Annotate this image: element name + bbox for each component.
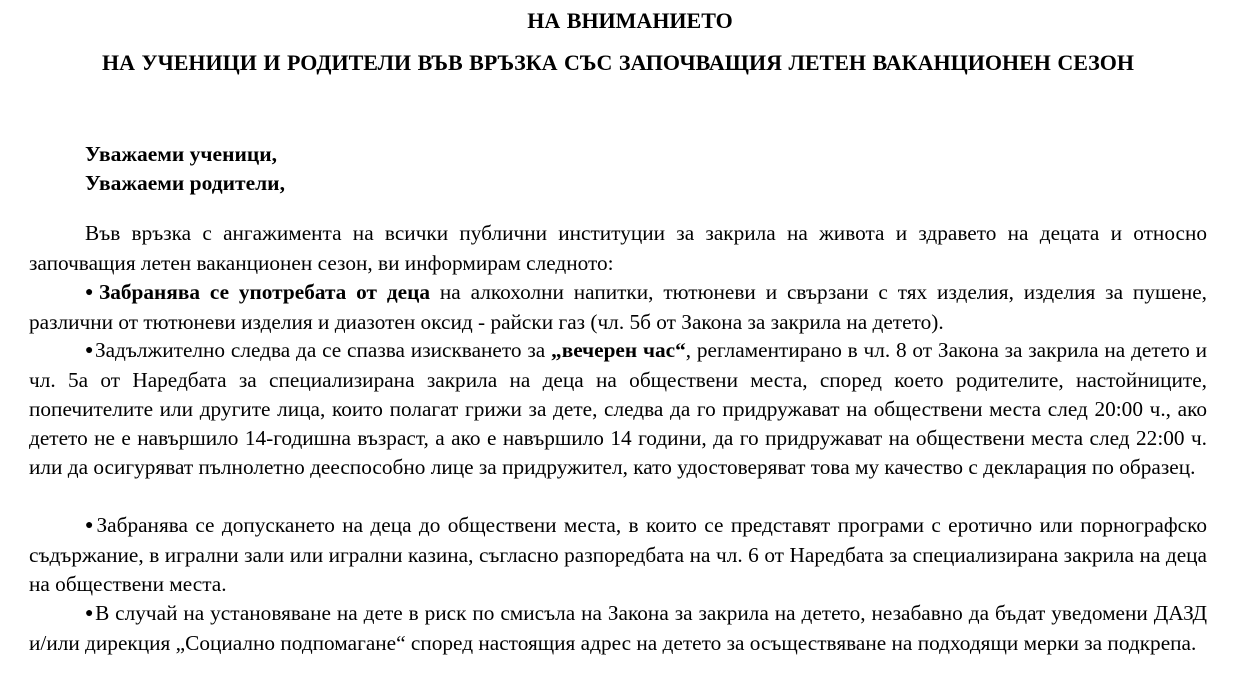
bullet-curfew xyxy=(29,336,1207,482)
bullet-alcohol-tobacco xyxy=(29,278,1207,336)
bullet-child-at-risk xyxy=(29,599,1207,657)
bullet-icon: ● xyxy=(85,285,99,301)
bullet-icon: ● xyxy=(85,518,96,534)
bullet-emphasis: „вечерен час“ xyxy=(551,338,686,363)
bullet-text: Забранява се допускането на деца до обществени места, в които се представят програми с еротично или порнографско съдържание, в игрални зали или игрални казина, съгласно разпоредбата на чл. 6 от Наредбата за специализирана закрила на деца на обществени места. xyxy=(29,513,1207,596)
document-subtitle: НА УЧЕНИЦИ И РОДИТЕЛИ ВЪВ ВРЪЗКА СЪС ЗАПОЧВАЩИЯ ЛЕТЕН ВАКАНЦИОНЕН СЕЗОН xyxy=(101,50,1135,75)
bullet-text-after: , регламентирано в чл. 8 от Закона за закрила на детето и чл. 5а от Наредбата за специализирана закрила на деца на обществени места, според което родителите, настойниците, попечителите или другите лица, които полагат грижи за дете, следва да го придружават на обществени места след 20:00 ч., ако детето не е навършило 14-годишна възраст, а ако е навършило 14 години, да го придружават на обществени места след 22:00 ч. или да осигуряват пълнолетно дееспособно лице за придружител, като удостоверяват това му качество с декларация по образец. xyxy=(29,338,1207,480)
bullet-text-before: Задължително следва да се спазва изискването за xyxy=(94,338,552,363)
document-title: НА ВНИМАНИЕТО xyxy=(527,8,733,33)
bullet-lead-bold: Забранява се употребата от деца xyxy=(99,280,431,305)
bullet-restricted-venues xyxy=(29,511,1207,599)
salutation-students: Уважаеми ученици, xyxy=(85,142,278,166)
intro-paragraph: Във връзка с ангажимента на всички публични институции за закрила на живота и здравето на децата и относно започващия летен ваканционен сезон, ви информирам следното: xyxy=(29,221,1207,275)
bullet-icon: ● xyxy=(85,343,94,359)
bullet-text: В случай на установяване на дете в риск по смисъла на Закона за закрила на детето, незабавно да бъдат уведомени ДАЗД и/или дирекция „Социално подпомагане“ според настоящия адрес на детето за осъществяване на подходящи мерки за подкрепа. xyxy=(29,601,1207,655)
bullet-text: на алкохолни напитки, тютюневи и свързани с тях изделия, изделия за пушене, различни от тютюневи изделия и диазотен оксид - райски газ (чл. 5б от Закона за закрила на детето). xyxy=(29,280,1207,334)
bullet-icon: ● xyxy=(85,606,95,622)
salutation-parents: Уважаеми родители, xyxy=(85,171,285,195)
